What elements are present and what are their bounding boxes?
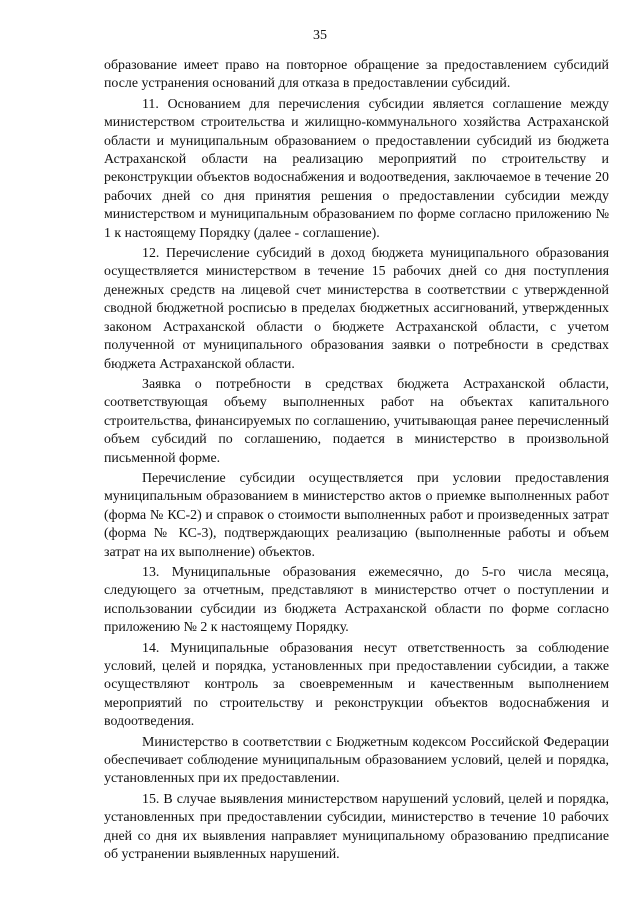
paragraph-request: Заявка о потребности в средствах бюджета Астраханской области, соответствующая объему выполненных работ на объектах капитального строительства, финансируемых по соглашению, учитывающая ранее перечисленный объем субсидий по соглашению, подается в министерство в произвольной письменной форме. [104,376,609,466]
body-text [104,57,609,866]
paragraph-item-11: 11. Основанием для перечисления субсидии является соглашение между министерством строительства и жилищно-коммунального хозяйства Астраханской области и муниципальным образованием о предоставлении субсидий из бюджета Астраханской области на реализацию мероприятий по строительству и реконструкции объектов водоснабжения и водоотведения, заключаемое в течение 20 рабочих дней со дня принятия решения о предоставлении субсидии между министерством и муниципальным образованием по форме согласно приложению № 1 к настоящему Порядку (далее - соглашение). [104,96,609,241]
paragraph-ministry-control: Министерство в соответствии с Бюджетным кодексом Российской Федерации обеспечивает соблюдение муниципальным образованием условий, целей и порядка, установленных при их предоставлении. [104,734,609,787]
paragraph-item-14: 14. Муниципальные образования несут ответственность за соблюдение условий, целей и порядка, установленных при предоставлении субсидии, а также осуществляют контроль за своевременным и качественным выполнением мероприятий по строительству и реконструкции объектов водоснабжения и водоотведения. [104,640,609,730]
paragraph-item-15: 15. В случае выявления министерством нарушений условий, целей и порядка, установленных при предоставлении субсидии, министерство в течение 10 рабочих дней со дня их выявления направляет муниципальному образованию предписание об устранении выявленных нарушений. [104,791,609,863]
page-number: 35 [313,28,327,43]
paragraph-continuation: образование имеет право на повторное обращение за предоставлением субсидий после устранения оснований для отказа в предоставлении субсидий. [104,58,609,92]
paragraph-item-12: 12. Перечисление субсидий в доход бюджета муниципального образования осуществляется министерством в течение 15 рабочих дней со дня поступления денежных средств на лицевой счет министерства в соответствии с утвержденной сводной бюджетной росписью в пределах бюджетных ассигнований, утвержденных законом Астраханской области о бюджете Астраханской области, с учетом полученной от муниципального образования заявки о потребности в средствах бюджета Астраханской области. [104,246,609,372]
paragraph-transfer-condition: Перечисление субсидии осуществляется при условии предоставления муниципальным образованием в министерство актов о приемке выполненных работ (форма № КС-2) и справок о стоимости выполненных работ и произведенных затрат (форма № КС-3), подтверждающих реализацию (выполненные работы и объем затрат на их выполнение) объектов. [104,470,609,560]
paragraph-item-13: 13. Муниципальные образования ежемесячно, до 5-го числа месяца, следующего за отчетным, представляют в министерство отчет о поступлении и использовании субсидии из бюджета Астраханской области по форме согласно приложению № 2 к настоящему Порядку. [104,564,609,636]
